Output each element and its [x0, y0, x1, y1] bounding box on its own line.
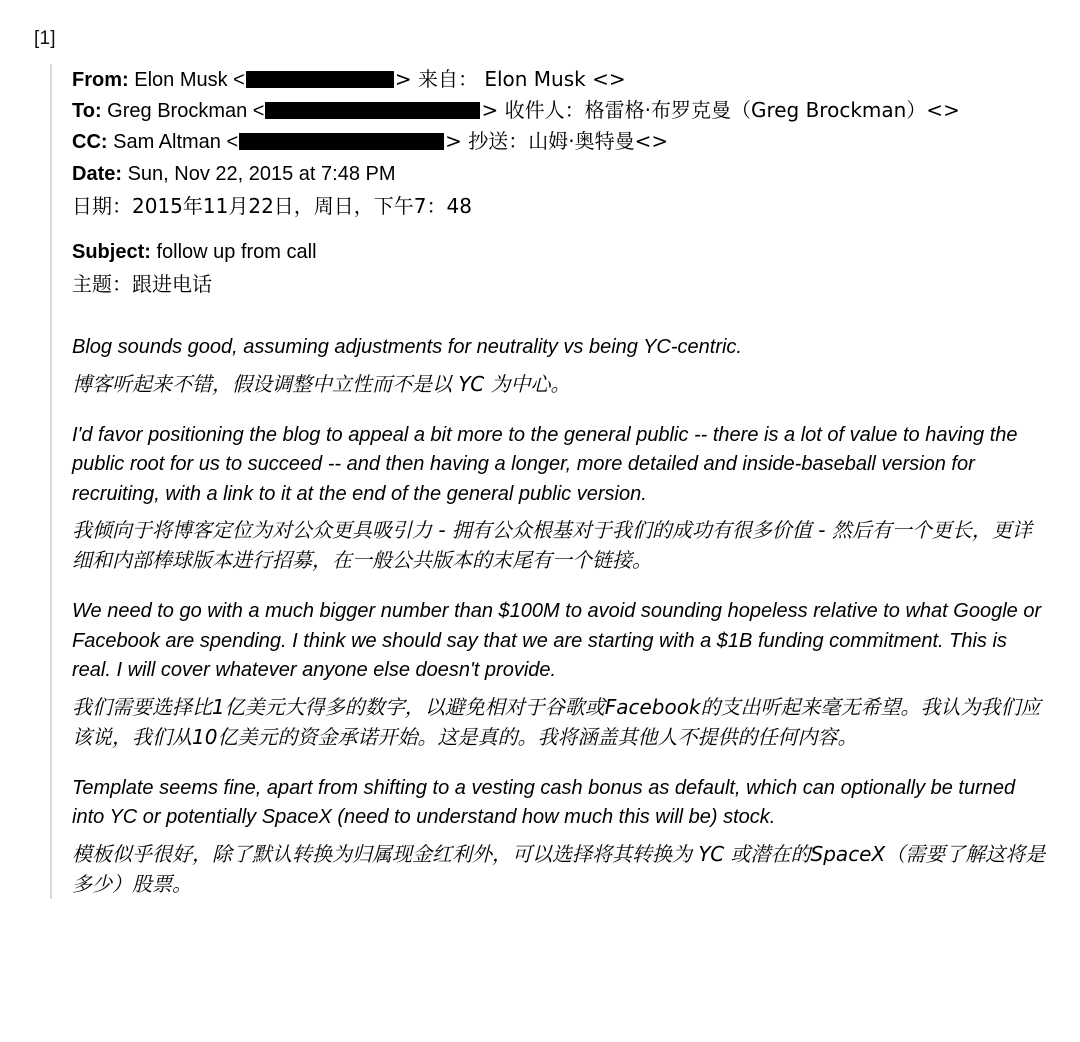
redacted-email-from — [246, 71, 394, 88]
paragraph-2 — [72, 421, 1050, 576]
paragraph-4-cn: 模板似乎很好，除了默认转换为归属现金红利外，可以选择将其转换为 YC 或潜在的SpaceX（需要了解这将是多少）股票。 — [72, 841, 1046, 896]
from-label: From: — [72, 69, 129, 91]
date-value: Sun, Nov 22, 2015 at 7:48 PM — [127, 163, 396, 185]
cc-value-post: > 抄送：山姆·奥特曼<> — [445, 129, 669, 153]
header-date-translation: 日期：2015年11月22日，周日，下午7：48 — [72, 194, 472, 218]
paragraph-1 — [72, 333, 1050, 399]
header-subject — [72, 237, 1050, 267]
paragraph-1-cn: 博客听起来不错，假设调整中立性而不是以 YC 为中心。 — [72, 371, 571, 396]
subject-label: Subject: — [72, 241, 151, 263]
subject-value: follow up from call — [156, 241, 317, 263]
header-from — [72, 64, 1050, 95]
paragraph-4-en: Template seems fine, apart from shifting to a vesting cash bonus as default, which can optionally be turned into YC or potentially SpaceX (need to understand how much this will be) stock. — [72, 776, 1016, 828]
paragraph-1-en: Blog sounds good, assuming adjustments for neutrality vs being YC-centric. — [72, 336, 742, 358]
paragraph-3 — [72, 597, 1050, 752]
date-label: Date: — [72, 163, 123, 185]
from-value-pre: Elon Musk < — [134, 69, 245, 91]
email-quote-block — [50, 64, 1050, 899]
reference-mark: [1] — [34, 28, 56, 49]
to-value-pre: Greg Brockman < — [107, 100, 265, 122]
redacted-email-to — [265, 102, 480, 119]
paragraph-3-en: We need to go with a much bigger number than $100M to avoid sounding hopeless relative to what Google or Facebook are spending. I think we should say that we are starting with a $1B funding commitment. This is real. I will cover whatever anyone else doesn't provide. — [72, 600, 1042, 681]
header-to — [72, 95, 1050, 126]
header-subject-translation: 主题：跟进电话 — [72, 272, 212, 296]
from-value-post: > 来自： Elon Musk <> — [394, 67, 626, 91]
paragraph-2-cn: 我倾向于将博客定位为对公众更具吸引力 - 拥有公众根基对于我们的成功有很多价值 - 然后有一个更长，更详细和内部棒球版本进行招募，在一般公共版本的末尾有一个链接。 — [72, 518, 1032, 572]
redacted-email-cc — [239, 133, 444, 150]
paragraph-3-cn: 我们需要选择比1亿美元大得多的数字，以避免相对于谷歌或Facebook的支出听起来毫无希望。我认为我们应该说，我们从10亿美元的资金承诺开始。这是真的。我将涵盖其他人不提供的任何内容。 — [72, 694, 1041, 749]
to-label: To: — [72, 100, 102, 122]
cc-label: CC: — [72, 131, 108, 153]
paragraph-2-en: I'd favor positioning the blog to appeal a bit more to the general public -- there is a lot of value to having the public root for us to succeed -- and then having a longer, more detailed and inside-baseball version for recruiting, with a link to it at the end of the general public version. — [72, 423, 1018, 505]
header-cc — [72, 126, 1050, 157]
cc-value-pre: Sam Altman < — [113, 131, 239, 153]
paragraph-4 — [72, 774, 1050, 899]
to-value-post: > 收件人：格雷格·布罗克曼（Greg Brockman）<> — [481, 98, 960, 122]
header-date — [72, 159, 1050, 189]
body-spacer — [72, 299, 1050, 333]
